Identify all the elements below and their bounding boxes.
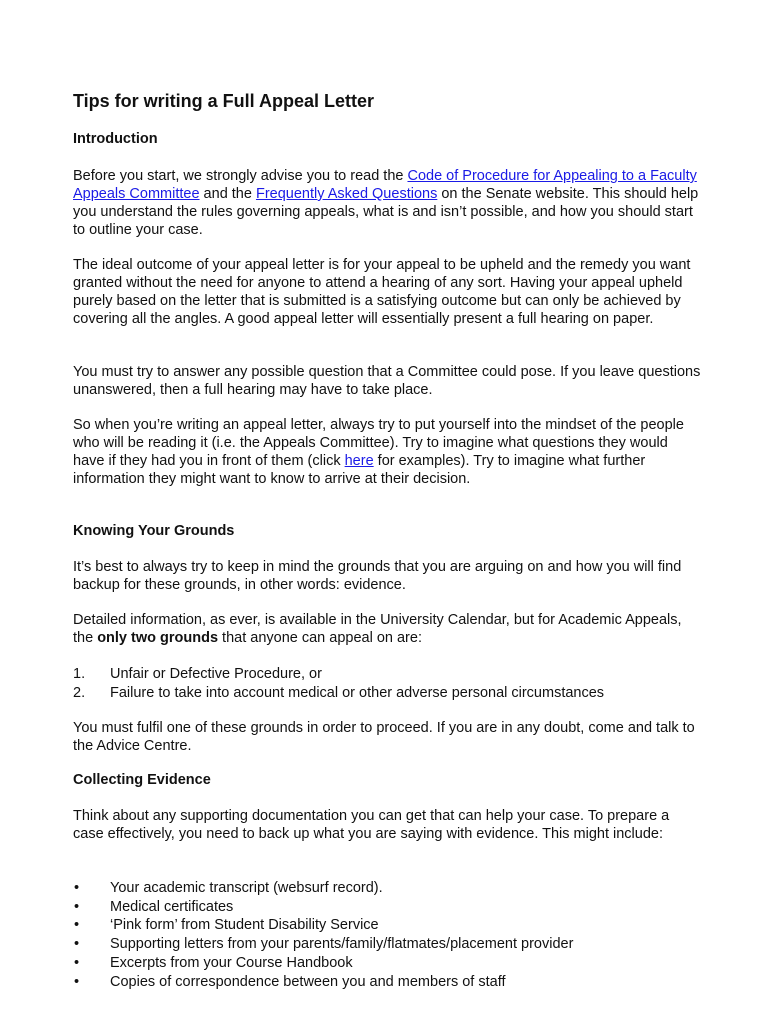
bullet-icon: • [74,973,80,990]
bullet-icon: • [74,917,80,934]
intro-p4-text-after: for examples). Try to imagine what further information they might want to know to arrive at their decision. [73,453,646,487]
list-number: 2. [73,684,86,701]
grounds-paragraph-3: You must fulfil one of these grounds in order to proceed. If you are in any doubt, come and talk to the Advice Centre. [73,720,695,754]
grounds-p2-text-after: that anyone can appeal on are: [218,630,422,646]
bullet-icon: • [74,954,80,971]
introduction-paragraph-1 [73,167,703,239]
list-item [73,898,573,917]
collecting-evidence-heading: Collecting Evidence [73,772,211,788]
grounds-paragraph-1: It’s best to always try to keep in mind the grounds that you are arguing on and how you will find backup for these grounds, in other words: evidence. [73,559,682,593]
bullet-icon: • [74,936,80,953]
evidence-list [73,879,573,991]
intro-p1-text-between: and the [199,186,256,202]
list-item-text: Medical certificates [110,898,234,915]
list-item-text: ‘Pink form’ from Student Disability Service [110,917,379,934]
list-number: 1. [73,666,86,682]
list-item [73,935,573,954]
grounds-p2-text-before: Detailed information, as ever, is available in the University Calendar, but for Academic Appeals, the [73,612,682,646]
list-item-text: Your academic transcript (websurf record). [110,880,383,896]
introduction-paragraph-3: You must try to answer any possible question that a Committee could pose. If you leave questions unanswered, then a full hearing may have to take place. [73,364,701,398]
list-item-text: Excerpts from your Course Handbook [110,954,353,971]
list-item-text: Unfair or Defective Procedure, or [110,666,322,682]
bullet-icon: • [74,898,80,915]
list-item-text: Supporting letters from your parents/family/flatmates/placement provider [110,936,574,953]
introduction-heading: Introduction [73,131,158,147]
grounds-list [73,665,604,702]
list-item [73,665,604,684]
list-item-text: Failure to take into account medical or other adverse personal circumstances [110,684,605,701]
faq-link[interactable]: Frequently Asked Questions [255,186,438,202]
bullet-icon: • [74,880,80,896]
list-item [73,916,573,935]
code-of-procedure-link[interactable]: Code of Procedure for Appealing to a Faculty Appeals Committee [73,168,697,202]
grounds-paragraph-2 [73,611,703,647]
intro-p1-text-before: Before you start, we strongly advise you to read the [73,168,408,184]
grounds-p2-bold-text: only two grounds [97,630,219,646]
list-item-text: Copies of correspondence between you and members of staff [110,973,506,990]
knowing-grounds-heading: Knowing Your Grounds [73,523,235,539]
page-title: Tips for writing a Full Appeal Letter [73,91,375,111]
introduction-paragraph-2: The ideal outcome of your appeal letter is for your appeal to be upheld and the remedy you want granted without the need for anyone to attend a hearing of any sort. Having your appeal upheld purely based on the letter that is submitted is a satisfying outcome but can only be achieved by covering all the angles. A good appeal letter will essentially present a full hearing on paper. [73,257,691,327]
list-item [73,684,604,703]
evidence-paragraph-1: Think about any supporting documentation you can get that can help your case. To prepare a case effectively, you need to back up what you are saying with evidence. This might include: [73,808,670,842]
list-item [73,879,573,898]
intro-p4-text-before: So when you’re writing an appeal letter, always try to put yourself into the mindset of the people who will be reading it (i.e. the Appeals Committee). Try to imagine what questions they would have if they had you in front of them (click [73,417,684,469]
list-item [73,954,573,973]
intro-p1-text-after: on the Senate website. This should help you understand the rules governing appeals, what is and isn’t possible, and how you should start to outline your case. [73,186,699,238]
introduction-paragraph-4 [73,416,703,488]
list-item [73,973,573,992]
examples-here-link[interactable]: here [344,453,374,469]
